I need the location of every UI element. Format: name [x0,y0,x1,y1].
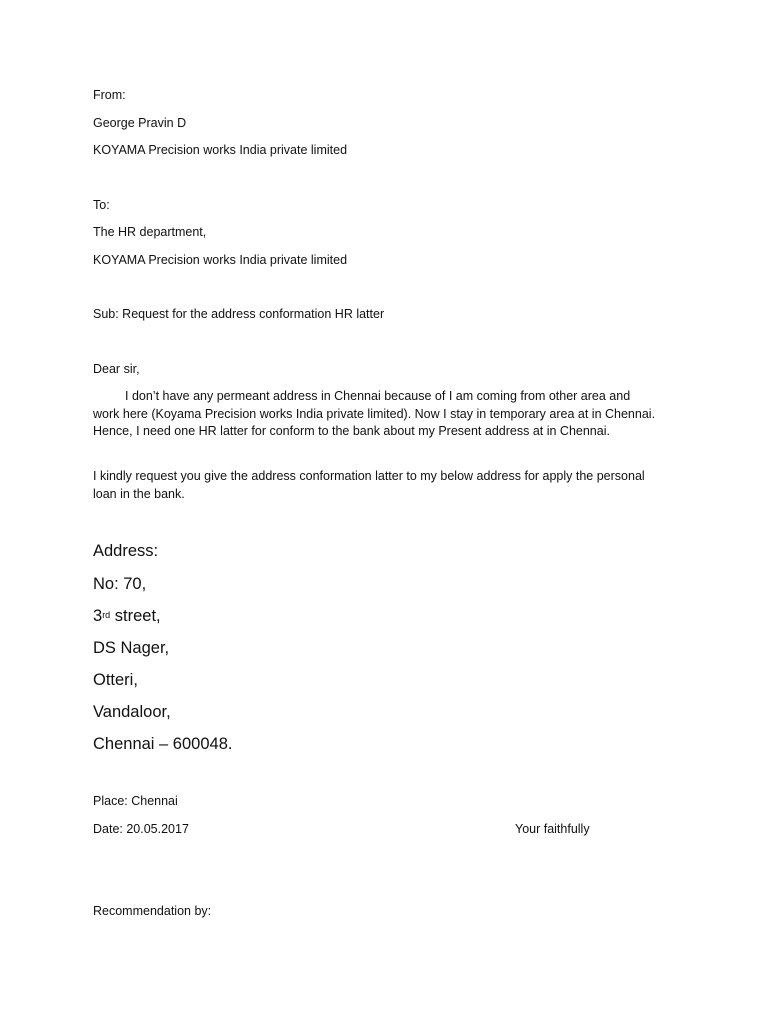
address-house-number: No: 70, [93,575,147,593]
closing-line: Your faithfully [515,822,590,836]
recommendation-line: Recommendation by: [93,904,212,918]
date-line: Date: 20.05.2017 [93,822,189,836]
address-town: Vandaloor, [93,703,171,721]
address-locality: Otteri, [93,671,138,689]
body-paragraph-2: I kindly request you give the address conformation latter to my below address for apply the personal loan in the bank. [93,469,645,501]
address-area: DS Nager, [93,639,170,657]
sender-company: KOYAMA Precision works India private limited [93,143,348,157]
address-street [93,606,161,626]
sender-name: George Pravin D [93,116,187,130]
street-name: street, [110,607,161,625]
street-ordinal-suffix: rd [102,610,111,620]
address-label: Address: [93,542,159,560]
recipient-department: The HR department, [93,225,207,239]
to-label: To: [93,198,110,212]
body-paragraph-1: I don’t have any permeant address in Chennai because of I am coming from other area and work here (Koyama Precision works India private limited). Now I stay in temporary area at in Chennai. Hence, I need one HR latter for conform to the bank about my Present address at in Chennai. [93,389,656,438]
address-city: Chennai – 600048. [93,735,233,753]
place-line: Place: Chennai [93,794,178,808]
salutation: Dear sir, [93,362,140,376]
from-label: From: [93,88,126,102]
subject-line: Sub: Request for the address conformation HR latter [93,307,385,321]
street-number: 3 [93,607,103,625]
recipient-company: KOYAMA Precision works India private limited [93,253,348,267]
